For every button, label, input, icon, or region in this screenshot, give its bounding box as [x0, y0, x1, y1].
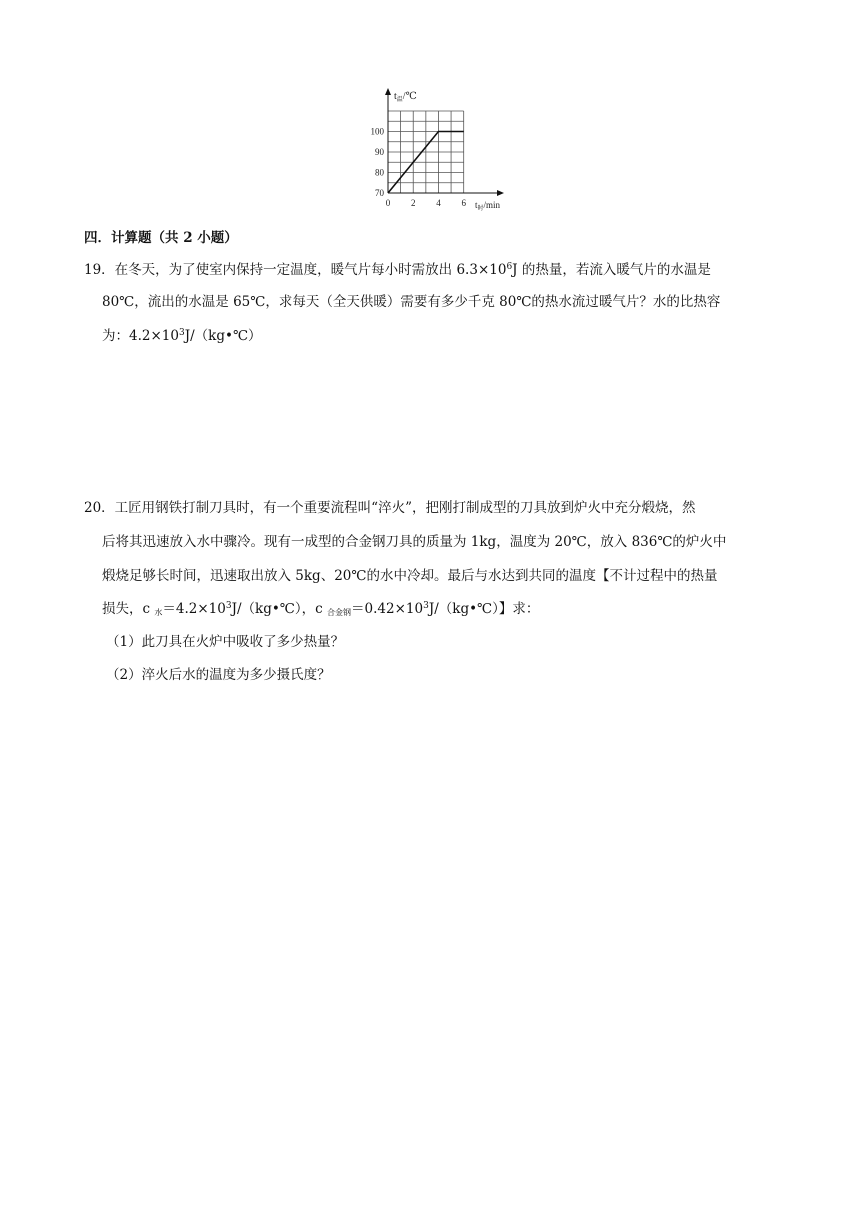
q19-line-1	[84, 258, 711, 278]
y-axis-label	[394, 91, 417, 103]
x-axis-label-unit: /min	[483, 200, 501, 210]
x-axis-arrow	[497, 190, 504, 196]
y-axis-label-sub: 温	[396, 97, 403, 103]
q19-line-1-sup: 6	[506, 262, 513, 272]
q20-sub-question-1: （1）此刀具在火炉中吸收了多少热量？	[106, 634, 345, 650]
x-tick-label: 4	[436, 198, 441, 208]
y-tick-label: 100	[370, 126, 384, 137]
x-axis-label-sub: 时	[477, 206, 484, 212]
x-axis-label-main: t	[475, 200, 478, 210]
y-tick-label: 70	[375, 188, 384, 198]
y-axis-label-unit: /℃	[402, 91, 417, 102]
q19-line-1-a: 19．在冬天，为了使室内保持一定温度，暖气片每小时需放出 6.3×10	[84, 262, 507, 278]
q20-line-2: 后将其迅速放入水中骤冷。现有一成型的合金钢刀具的质量为 1kg，温度为 20℃，放入 836℃的炉火中	[102, 534, 727, 550]
graph-grid	[388, 111, 464, 193]
q20-line-4-e: J/（kg•℃）】求：	[428, 601, 540, 617]
q20-line-3: 煅烧足够长时间，迅速取出放入 5kg、20℃的水中冷却。最后与水达到共同的温度【不计过程中的热量	[102, 568, 718, 584]
q20-line-4-a: 损失，c	[102, 601, 155, 617]
q19-line-2: 80℃，流出的水温是 65℃，求每天（全天供暖）需要有多少千克 80℃的热水流过暖气片？水的比热容	[102, 294, 721, 310]
q20-line-4-c: J/（kg•℃），c	[231, 601, 328, 617]
q19-line-3	[102, 324, 262, 344]
section-title: 四．计算题（共 2 小题）	[84, 230, 238, 246]
x-axis-label	[475, 200, 501, 212]
q20-line-4-sup-1: 3	[225, 601, 232, 611]
q19-line-3-sup: 3	[178, 328, 185, 338]
x-tick-label: 2	[410, 198, 416, 208]
y-axis-label-main: t	[394, 91, 397, 102]
y-axis-arrow	[385, 88, 391, 95]
q19-line-3-b: J/（kg•℃）	[184, 328, 262, 344]
graph-ticks	[371, 127, 467, 209]
q20-line-4-sub-water: 水	[154, 608, 163, 617]
x-tick-label: 0	[385, 198, 391, 208]
q19-line-3-a: 为：4.2×10	[102, 328, 179, 344]
q20-sub-question-2: （2）淬火后水的温度为多少摄氏度？	[106, 667, 331, 683]
y-tick-label: 80	[375, 167, 384, 178]
temperature-time-graph	[360, 84, 520, 216]
q19-line-1-b: J 的热量，若流入暖气片的水温是	[512, 262, 711, 278]
y-tick-label: 90	[375, 147, 384, 157]
q20-line-1: 20．工匠用钢铁打制刀具时，有一个重要流程叫“淬火”，把刚打制成型的刀具放到炉火中充分煅烧，然	[84, 500, 696, 516]
q20-line-4-sub-alloy: 合金钢	[327, 608, 352, 617]
q20-line-4-d: ＝0.42×10	[351, 601, 424, 617]
q20-line-4-sup-2: 3	[423, 601, 429, 611]
q20-line-4-b: ＝4.2×10	[162, 601, 226, 617]
q20-line-4	[102, 597, 539, 617]
x-tick-label: 6	[461, 198, 466, 208]
